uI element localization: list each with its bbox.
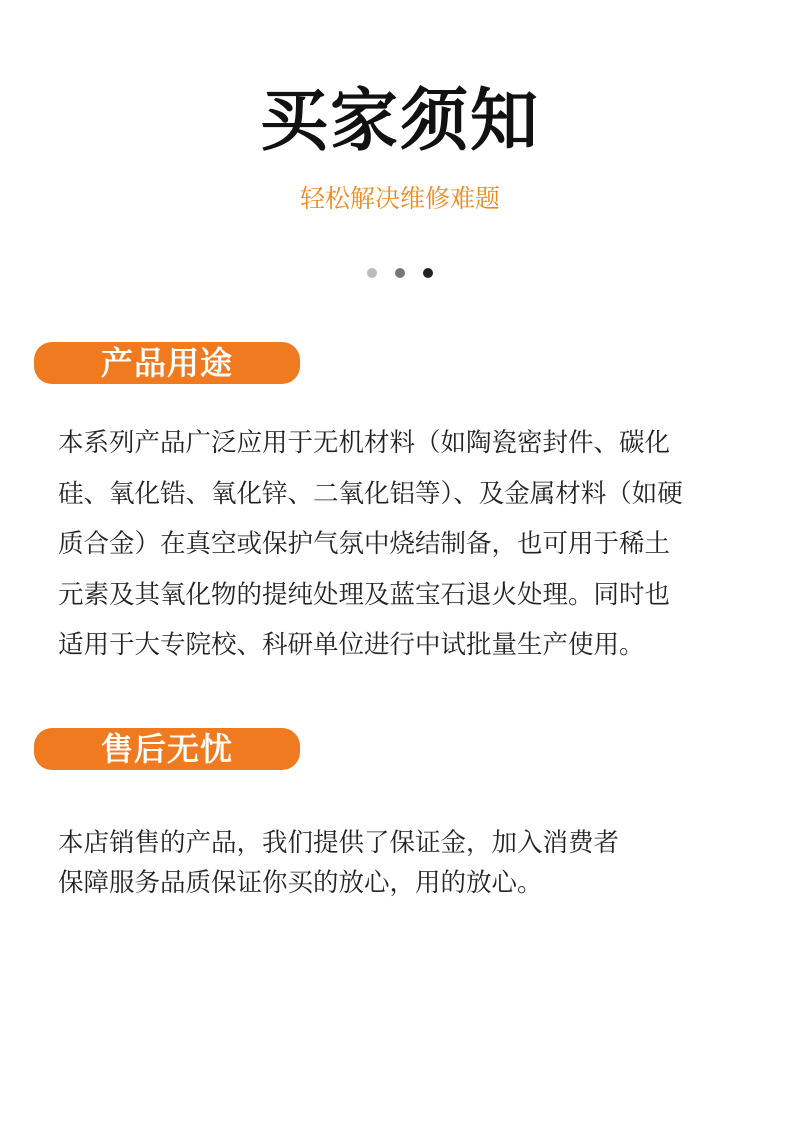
pagination-dot[interactable] [367,268,377,278]
pagination-dot[interactable] [423,268,433,278]
pagination-dots [0,268,800,278]
page-subtitle: 轻松解决维修难题 [299,184,500,213]
text-line: 质合金）在真空或保护气氛中烧结制备，也可用于稀土 [58,529,671,559]
after-sales-text [58,823,758,903]
product-usage-text [58,418,758,671]
section-label-after-sales: 售后无忧 [34,728,300,770]
text-line: 本系列产品广泛应用于无机材料（如陶瓷密封件、碳化 [58,428,671,458]
text-line: 硅、氧化锆、氧化锌、二氧化铝等）、及金属材料（如硬 [58,478,683,509]
pagination-dot[interactable] [395,268,405,278]
text-line: 本店销售的产品，我们提供了保证金，加入消费者 [58,828,620,858]
text-line: 保障服务品质保证你买的放心，用的放心。 [58,868,543,898]
text-line: 元素及其氧化物的提纯处理及蓝宝石退火处理。同时也 [58,579,671,610]
text-line: 适用于大专院校、科研单位进行中试批量生产使用。 [58,630,645,660]
page-title: 买家须知 [259,82,540,161]
section-label-product-usage: 产品用途 [34,342,300,384]
